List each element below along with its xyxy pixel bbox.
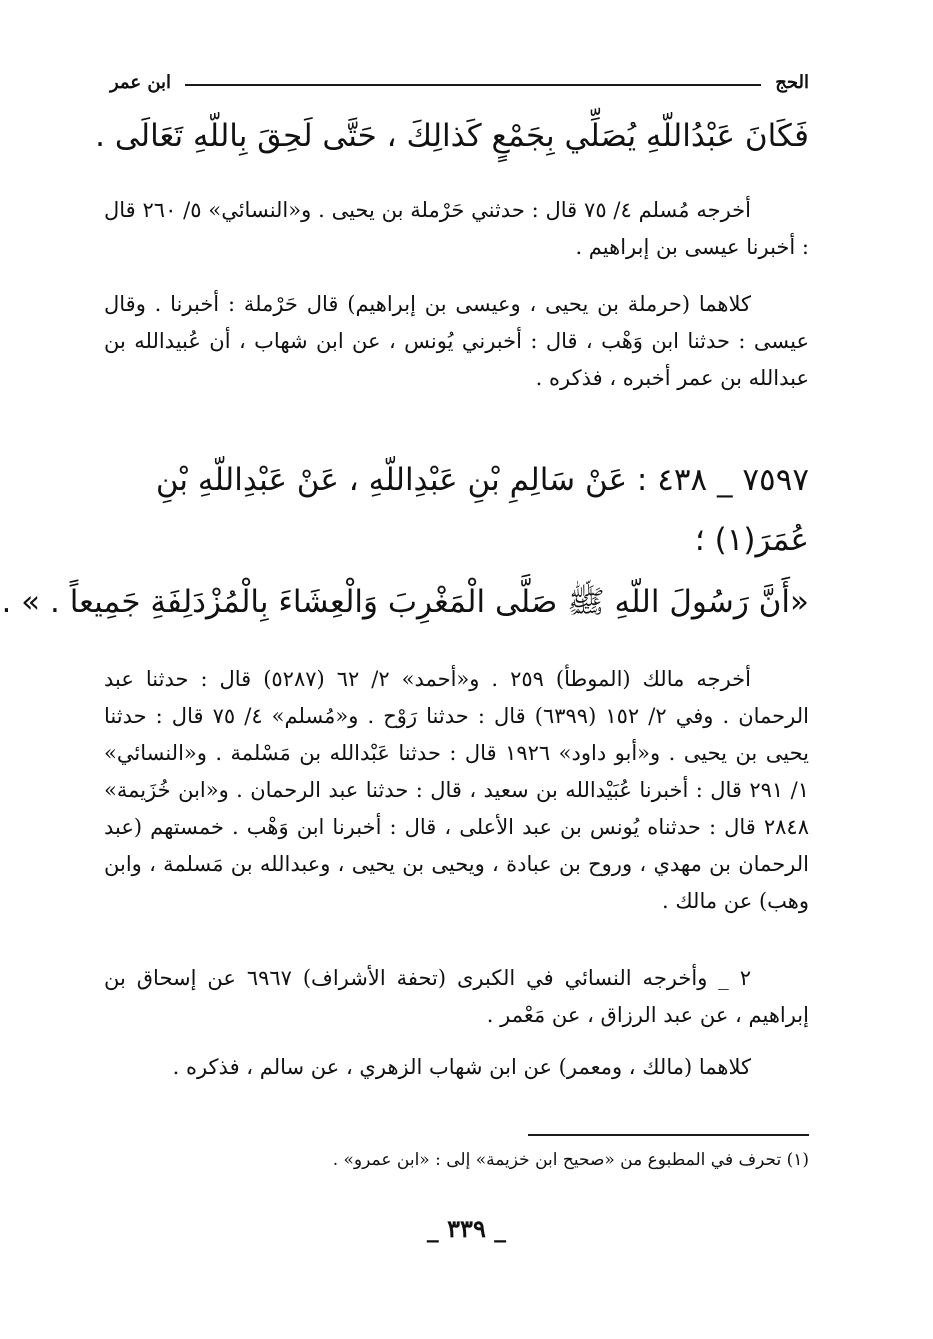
hadith-text-2: «أَنَّ رَسُولَ اللّهِ ﷺ صَلَّى الْمَغْرِبَ وَالْعِشَاءَ بِالْمُزْدَلِفَةِ جَمِيعاً . » . <box>1 584 809 620</box>
footnote: (١) تحرف في المطبوع من «صحيح ابن خزيمة» إلى : «ابن عمرو» . <box>332 1150 809 1170</box>
paragraph-text: كلاهما (مالك ، ومعمر) عن ابن شهاب الزهري ، عن سالم ، فذكره . <box>172 1055 751 1079</box>
hadith-heading-line-2: عُمَرَ(١) ؛ <box>694 522 809 558</box>
running-head <box>110 68 809 98</box>
paragraph-text: أخرجه مالك (الموطأ) ٢٥٩ . و«أحمد» ٢/ ٦٢ (٥٢٨٧) قال : حدثنا عبد الرحمان . وفي ٢/ ١٥٢ (٦٣٩٩) قال : حدثنا رَوْح . و«مُسلم» ٤/ ٧٥ قال : حدثنا يحيى بن يحيى . و«أبو داود» ١٩٢٦ قال : حدثنا عَبْدالله بن مَسْلمة . و«النسائي» ١/ ٢٩١ قال : أخبرنا عُبَيْدالله بن سعيد ، قال : حدثنا عبد الرحمان . و«ابن خُزَيمة» ٢٨٤٨ قال : حدثناه يُونس بن عبد الأعلى ، قال : أخبرنا ابن وَهْب . خمستهم (عبد الرحمان بن مهدي ، وروح بن عبادة ، ويحيى بن يحيى ، وعبدالله بن مَسلمة ، وابن وهب) عن مالك . <box>104 667 809 913</box>
paragraph-text: كلاهما (حرملة بن يحيى ، وعيسى بن إبراهيم) قال حَرْملة : أخبرنا . وقال عيسى : حدثنا ابن وَهْب ، قال : أخبرني يُونس ، عن ابن شهاب ، أن عُبيدالله بن عبدالله بن عمر أخبره ، فذكره . <box>104 292 809 390</box>
running-head-narrator: ابن عمر <box>110 72 172 93</box>
takhrij-paragraph-4 <box>104 960 809 1034</box>
running-head-chapter: الحج <box>775 72 809 93</box>
takhrij-paragraph-3 <box>104 661 809 920</box>
paragraph-text: ٢ _ وأخرجه النسائي في الكبرى (تحفة الأشراف) ٦٩٦٧ عن إسحاق بن إبراهيم ، عن عبد الرزاق ، عن مَعْمر . <box>104 966 809 1027</box>
footnote-separator <box>528 1134 809 1136</box>
page-number: _ ٣٣٩ _ <box>426 1214 507 1243</box>
running-head-rule <box>185 84 761 86</box>
hadith-text-1: فَكَانَ عَبْدُاللّهِ يُصَلِّي بِجَمْعٍ كَذالِكَ ، حَتَّى لَحِقَ بِاللّهِ تَعَالَى . <box>95 118 809 154</box>
takhrij-paragraph-5 <box>104 1049 809 1086</box>
hadith-heading-line-1: ٧٥٩٧ _ ٤٣٨ : عَنْ سَالِمِ بْنِ عَبْدِاللّهِ ، عَنْ عَبْدِاللّهِ بْنِ <box>155 462 809 498</box>
paragraph-text: أخرجه مُسلم ٤/ ٧٥ قال : حدثني حَرْملة بن يحيى . و«النسائي» ٥/ ٢٦٠ قال : أخبرنا عيسى بن إبراهيم . <box>104 198 809 259</box>
takhrij-paragraph-1 <box>104 192 809 266</box>
takhrij-paragraph-2 <box>104 286 809 397</box>
